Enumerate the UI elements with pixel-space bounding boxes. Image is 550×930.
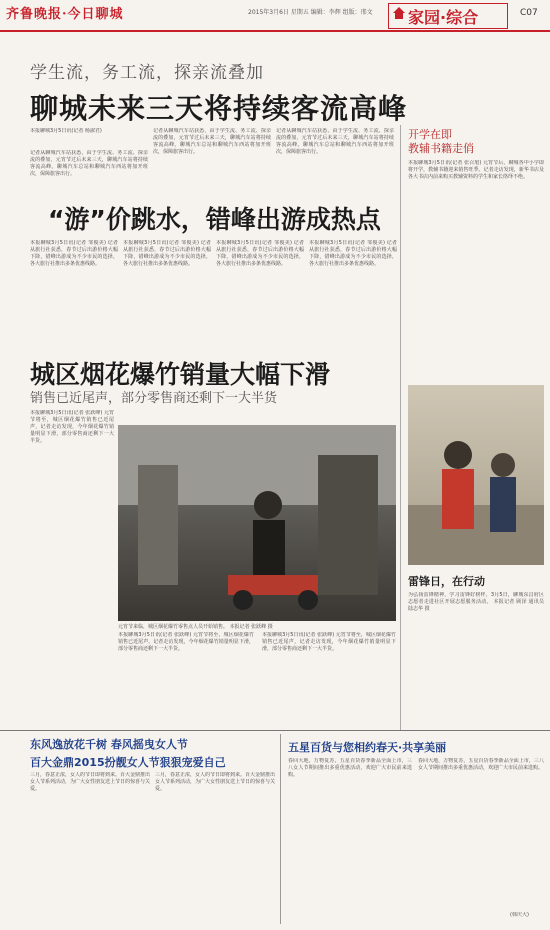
sidebar-body: 本报聊城3月5日讯(记者 张召旭) 元宵节后，聊城各中小学即将开学，教辅书籍迎来销售旺季。记者走访发现，新华书店及各大书店内前来购买教辅资料的学生和家长络绎不绝。 [408, 160, 544, 180]
volunteer-illustration [408, 385, 544, 565]
story3-body-col3: 本报聊城3月5日讯(记者 张跃峰) 元宵节将至，城区烟花爆竹销售已近尾声，记者走访发现，今年烟花爆竹销量明显下滑，部分零售商还剩下一大半货。 [262, 632, 396, 652]
story2-body-col3: 本报聊城3月5日讯(记者 邹俊美) 记者从旅行社获悉，春节过后出游价格大幅下降，错峰出游成为不少市民的选择，各大旅行社推出多条优惠线路。 [216, 240, 304, 267]
ad-left-headline2: 百大金鼎2015扮靓女人节狠狠宠爱自己 [30, 756, 226, 769]
ad-right-body-col2: 春回大地，万物复苏，五星百货春季新品全面上市，三八女人节期间推出多重优惠活动，欢迎广大市民前来选购。 [418, 758, 544, 771]
main-headline: 聊城未来三天将持续客流高峰 [30, 92, 408, 125]
ad-right-credit: (韩庆大) [510, 912, 529, 918]
story3-body-col1: 本报聊城3月5日讯(记者 张跃峰) 元宵节将至，城区烟花爆竹销售已近尾声，记者走访发现，今年烟花爆竹销量明显下滑，部分零售商还剩下一大半货。 [30, 410, 114, 444]
fireworks-stall-photo [118, 425, 396, 621]
sidebar-headline: 开学在即 教辅书籍走俏 [408, 128, 474, 155]
bottom-divider [0, 730, 550, 731]
page-number: C07 [520, 8, 538, 18]
volunteer-photo [408, 385, 544, 565]
ad-right-body-col1: 春回大地，万物复苏，五星百货春季新品全面上市，三八女人节期间推出多重优惠活动，欢迎广大市民前来选购。 [288, 758, 412, 778]
section-title: 家园·综合 [408, 8, 479, 27]
story2-body-col1: 本报聊城3月5日讯(记者 邹俊美) 记者从旅行社获悉，春节过后出游价格大幅下降，错峰出游成为不少市民的选择，各大旅行社推出多条优惠线路。 [30, 240, 118, 267]
story2-body-col2: 本报聊城3月5日讯(记者 邹俊美) 记者从旅行社获悉，春节过后出游价格大幅下降，错峰出游成为不少市民的选择，各大旅行社推出多条优惠线路。 [123, 240, 211, 267]
photo-caption: 元宵节来临，城区烟花爆竹零售点人员开始销售。 本报记者 张跃峰 摄 [118, 624, 273, 630]
story3-subhead: 销售已近尾声，部分零售商还剩下一大半货 [30, 391, 278, 406]
ad-left-body-col2: 三月，春意正浓，女人的节日即将到来。百大金鼎推出女人节系列活动，为广大女性朋友送上节日的惊喜与关爱。 [155, 772, 275, 792]
newspaper-logo: 齐鲁晚报·今日聊城 [6, 7, 124, 22]
issue-meta: 2015年3月6日 星期五 编辑：李辉 组版：邢文 [248, 9, 373, 16]
main-story-body-col3: 记者从聊城汽车站获悉，由于学生流、务工流、探亲流的叠加，元宵节过后未来三天，聊城汽车站将持续客流高峰。聊城汽车总站和聊城汽车西站将加开班次，保障旅客出行。 [276, 128, 394, 155]
ad-left-headline1: 东风逸放花千树 春风摇曳女人节 [30, 738, 188, 751]
main-story-byline: 本报聊城3月5日讯(记者 杨淑君) [30, 128, 102, 134]
main-story-body-col2: 记者从聊城汽车站获悉，由于学生流、务工流、探亲流的叠加，元宵节过后未来三天，聊城汽车站将持续客流高峰。聊城汽车总站和聊城汽车西站将加开班次，保障旅客出行。 [153, 128, 271, 155]
story2-headline: “游”价跳水，错峰出游成热点 [48, 205, 381, 234]
ad-left-body-col1: 三月，春意正浓，女人的节日即将到来。百大金鼎推出女人节系列活动，为广大女性朋友送上节日的惊喜与关爱。 [30, 772, 150, 792]
main-story-body-col1: 记者从聊城汽车站获悉，由于学生流、务工流、探亲流的叠加，元宵节过后未来三天，聊城汽车站将持续客流高峰。聊城汽车总站和聊城汽车西站将加开班次，保障旅客出行。 [30, 150, 148, 177]
ad-right-headline: 五星百货与您相约春天·共享美丽 [288, 741, 447, 754]
story3-body-col2: 本报聊城3月5日讯(记者 张跃峰) 元宵节将至，城区烟花爆竹销售已近尾声，记者走访发现，今年烟花爆竹销量明显下滑，部分零售商还剩下一大半货。 [118, 632, 254, 652]
photo-illustration [118, 425, 396, 621]
story3-headline: 城区烟花爆竹销量大幅下滑 [30, 360, 331, 389]
column-divider [400, 125, 401, 730]
bottom-column-divider [280, 734, 281, 924]
masthead-rule [0, 30, 550, 32]
main-subhead: 学生流，务工流，探亲流叠加 [30, 63, 264, 83]
leifeng-headline: 雷锋日，在行动 [408, 575, 485, 588]
house-icon [392, 6, 406, 20]
story2-body-col4: 本报聊城3月5日讯(记者 邹俊美) 记者从旅行社获悉，春节过后出游价格大幅下降，错峰出游成为不少市民的选择，各大旅行社推出多条优惠线路。 [309, 240, 397, 267]
leifeng-body: 为弘扬雷锋精神，学习雷锋好榜样，3月5日，聊城东昌府区志愿者走进社区开展志愿服务活动。 本报记者 顾泽 通讯员 陆志华 摄 [408, 592, 544, 612]
